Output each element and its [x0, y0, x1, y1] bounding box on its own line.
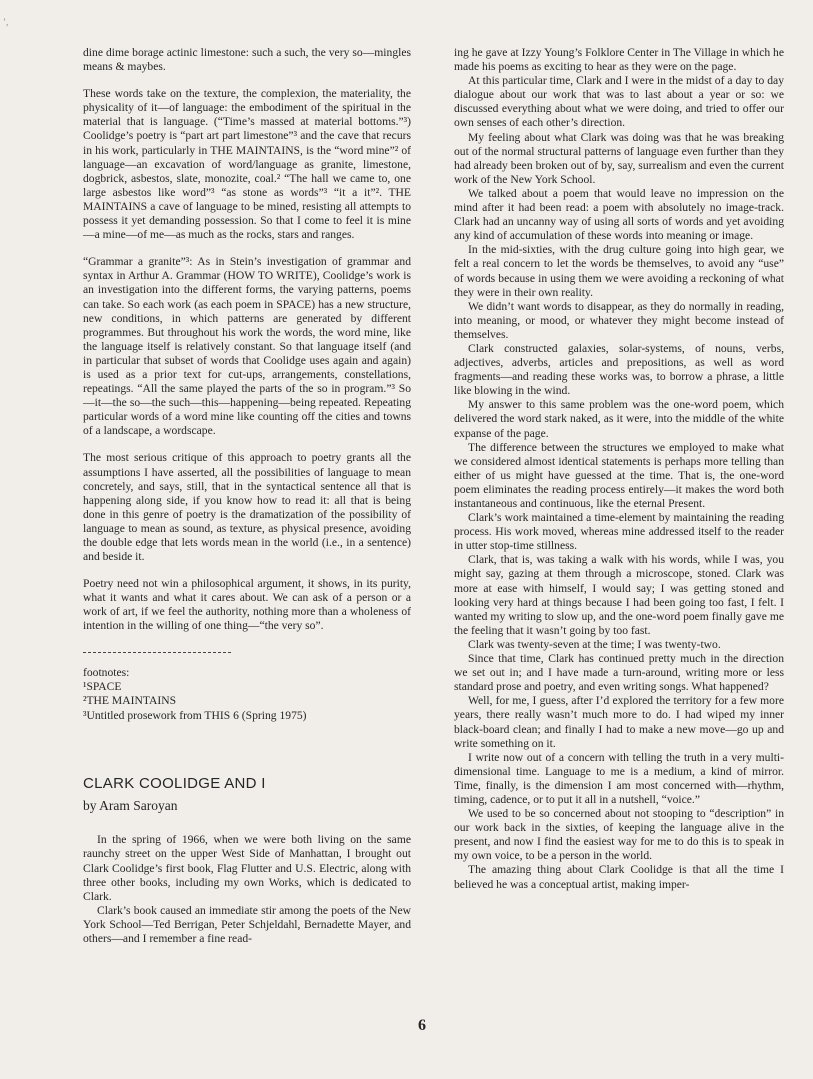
footnotes-label: footnotes: [83, 665, 130, 679]
corner-mark: ʼ, [3, 17, 9, 27]
paragraph: The amazing thing about Clark Coolidge is that all the time I believed he was a conceptual artist, making imper- [454, 863, 784, 891]
paragraph: I write now out of a concern with telling the truth in a very multi-dimensional time. Language to me is a medium, a kind of mirror. Time, finally, is the dimension I am most concerned with—rhythm, timing, cadence, or to put it all in a nutshell, “voice.” [454, 750, 784, 806]
paragraph: These words take on the texture, the complexion, the materiality, the physicality of it—of language: the embodiment of the spiritual in the material that is language. (“Time’s massed at material bottoms.”³) Coolidge’s poetry is “part art part limestone”³ and the cave that recurs in his work, particularly in THE MAINTAINS, is the “word mine”² of language—an excavation of word/language as granite, limestone, dogbrick, asbestos, slate, monozite, coal.² “The hall we came to, one large asbestos like word”³ “as stone as words”³ “it a it”². THE MAINTAINS a cave of language to be mined, resisting all attempts to possess it yet demanding possession. So that I come to feel it is mine—a mine—of me—as much as the rocks, stars and ranges. [83, 87, 411, 242]
paragraph: dine dime borage actinic limestone: such a such, the very so—mingles means & maybes. [83, 46, 411, 74]
paragraph: My feeling about what Clark was doing was that he was breaking out of the normal structural patterns of language even further than they had already been broken out of by, say, surrealism and even the current work of the New York School. [454, 130, 784, 186]
right-column [454, 46, 784, 892]
paragraph: Clark’s book caused an immediate stir among the poets of the New York School—Ted Berrigan, Peter Schjeldahl, Bernadette Mayer, and others—and I remember a fine read- [83, 903, 411, 946]
paragraph: My answer to this same problem was the one-word poem, which delivered the word stark naked, as it were, into the middle of the white expanse of the page. [454, 398, 784, 440]
paragraph: We didn’t want words to disappear, as they do normally in reading, into meaning, or mood, or whatever they might become instead of themselves. [454, 299, 784, 341]
footnote: ³Untitled prosework from THIS 6 (Spring 1975) [83, 708, 307, 722]
paragraph: Clark’s work maintained a time-element by maintaining the reading process. His work moved, whereas mine addressed itself to the reader in utter stop-time stillness. [454, 511, 784, 553]
paragraph: Clark, that is, was taking a walk with his words, while I was, you might say, gazing at them through a microscope, stoned. Clark was more at ease with himself, I would say; I was getting stoned and looking very hard at things because I had been going too fast, I felt. I wanted my writing to slow up, and the one-word poem finally gave me the feeling that it wasn’t going by too fast. [454, 553, 784, 637]
paragraph: In the spring of 1966, when we were both living on the same raunchy street on the upper West Side of Manhattan, I brought out Clark Coolidge’s first book, Flag Flutter and U.S. Electric, along with three other books, including my own Works, which is dedicated to Clark. [83, 833, 411, 903]
paragraph: Since that time, Clark has continued pretty much in the direction we set out in; and I have made a turn-around, writing more or less standard prose and poetry, and even writing songs. What happened? [454, 652, 784, 694]
paragraph: Well, for me, I guess, after I’d explored the territory for a few more years, there really wasn’t much more to do. I had wiped my inner black-board clean; and finally I had to make a new move—go up and write something on it. [454, 694, 784, 750]
footnote-divider [83, 652, 231, 653]
paragraph: We talked about a poem that would leave no impression on the mind after it had been read: a poem with absolutely no image-track. Clark had an uncanny way of using all sorts of words and yet avoiding any kind of accumulation of these words into meaning or image. [454, 186, 784, 243]
paragraph: The most serious critique of this approach to poetry grants all the assumptions I have asserted, all the possibilities of language to mean concretely, and says, still, that in the syntactical sentence all that is happening along side, if you know how to read it: all that is being done in this genre of poetry is the dramatization of the possibility of language to mean as sound, as texture, as physical presence, avoiding the double edge that lets words mean in the world (i.e., in a sentence) and beside it. [83, 451, 411, 564]
footnotes [83, 666, 411, 724]
paragraph: In the mid-sixties, with the drug culture going into high gear, we felt a real concern to let the words be themselves, to avoid any “use” of words because in using them we were avoiding a reckoning of what they were in their own reality. [454, 243, 784, 299]
essay-title: CLARK COOLIDGE AND I [83, 775, 266, 793]
page-number: 6 [418, 1017, 426, 1034]
paragraph: The difference between the structures we employed to make what we considered almost identical statements is perhaps more telling than either of us might have guessed at the time. That is, the one-word poem eliminates the reading process entirely—it makes the word both instantaneous and continuous, like the eternal Present. [454, 440, 784, 510]
footnote: ¹SPACE [83, 679, 122, 693]
paragraph: ing he gave at Izzy Young’s Folklore Center in The Village in which he made his poems as exciting to hear as they were on the page. [454, 46, 784, 74]
paragraph: We used to be so concerned about not stooping to “description” in our work back in the sixties, of keeping the language alive in the present, and now I find the easiest way for me to do this is to speak in my own voice, to be a person in the world. [454, 807, 784, 863]
paragraph: At this particular time, Clark and I were in the midst of a day to day dialogue about our work that was to last about a year or so: we discussed everything about what we were doing, and tried to offer our own senses of each other’s direction. [454, 74, 784, 130]
paragraph: “Grammar a granite”³: As in Stein’s investigation of grammar and syntax in Arthur A. Grammar (HOW TO WRITE), Coolidge’s work is an investigation into the different forms, the varying patterns, poems can take. So each work (as each poem in SPACE) has a new structure, new conditions, in which patterns are generated by different programmes. But throughout his work the words, the word mine, like the language itself is relatively constant. So that language itself (and in particular that subset of words that Coolidge uses again and again) is used as a prior text for cut-ups, arrangements, constellations, repeatings. “All the same played the parts of the so in program.”³ So—it—the so—the such—this—happening—being repeated. Repeating particular words of a word mine like counting off the cities and towns of a landscape, a wordscape. [83, 255, 411, 438]
byline: by Aram Saroyan [83, 798, 178, 814]
left-column [83, 46, 411, 946]
paragraph: Poetry need not win a philosophical argument, it shows, in its purity, what it wants and what it cares about. We can ask of a person or a work of art, if we feel the authority, nothing more than a wholeness of intention in the willing of one thing—“the very so”. [83, 577, 411, 633]
paragraph: Clark constructed galaxies, solar-systems, of nouns, verbs, adjectives, adverbs, articles and prepositions, as well as word fragments—and reading these works was, to borrow a phrase, a little like blowing in the wind. [454, 341, 784, 398]
paragraph: Clark was twenty-seven at the time; I was twenty-two. [468, 637, 721, 651]
footnote: ²THE MAINTAINS [83, 694, 177, 708]
